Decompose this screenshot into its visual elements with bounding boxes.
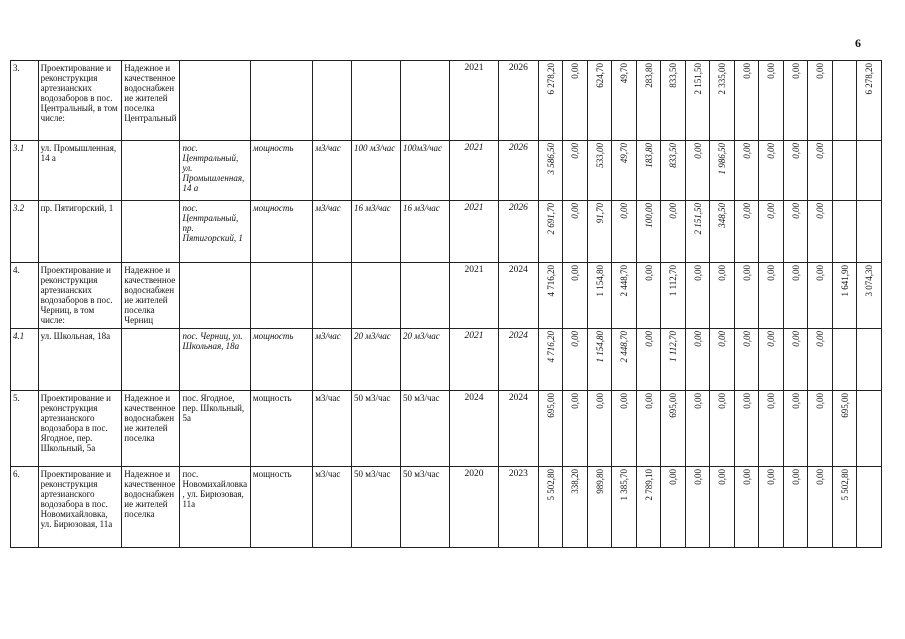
funding-value: 0,00: [790, 393, 801, 409]
funding-value: 624,70: [594, 63, 605, 88]
funding-cell: [808, 141, 833, 201]
row-number: 4.1: [11, 329, 39, 391]
funding-cell: [759, 201, 784, 263]
funding-cell: [832, 141, 857, 201]
funding-value: 4 716,20: [545, 331, 556, 363]
end-year-cell: 2024: [499, 329, 539, 391]
funding-cell: [563, 467, 588, 548]
row-number: 3.1: [11, 141, 39, 201]
funding-value: 1 112,70: [668, 265, 679, 297]
unit-cell: [313, 263, 352, 329]
funding-value: 2 335,00: [717, 63, 728, 95]
row-number: 4.: [11, 263, 39, 329]
funding-cell: [636, 263, 661, 329]
funding-cell: [685, 201, 710, 263]
funding-value: 0,00: [815, 265, 826, 281]
funding-cell: [661, 263, 686, 329]
start-year-cell: 2021: [450, 263, 499, 329]
funding-cell: [710, 263, 735, 329]
value-after-cell: 16 м3/час: [401, 201, 450, 263]
funding-value: 49,70: [619, 63, 630, 84]
funding-cell: [710, 201, 735, 263]
funding-value: 91,70: [594, 203, 605, 224]
funding-cell: [538, 263, 563, 329]
funding-cell: [661, 391, 686, 467]
address-cell: пос. Ягодное, пер. Школьный, 5а: [180, 391, 250, 467]
address-cell: пос. Центральный, пр. Пятигорский, 1: [180, 201, 250, 263]
funding-value: 5 502,80: [839, 469, 850, 501]
funding-cell: [612, 201, 637, 263]
value-before-cell: 20 м3/час: [352, 329, 401, 391]
table-row: [11, 61, 882, 141]
value-after-cell: [401, 61, 450, 141]
funding-value: 0,00: [692, 143, 703, 159]
end-year-cell: 2024: [499, 263, 539, 329]
value-after-cell: [401, 263, 450, 329]
funding-cell: [612, 61, 637, 141]
table-row: [11, 201, 882, 263]
end-year-cell: 2024: [499, 391, 539, 467]
funding-value: 1 154,80: [594, 331, 605, 363]
funding-cell: [612, 141, 637, 201]
funding-value: 0,00: [815, 393, 826, 409]
funding-value: 0,00: [741, 393, 752, 409]
value-before-cell: 16 м3/час: [352, 201, 401, 263]
funding-value: 0,00: [570, 203, 581, 219]
funding-value: 0,00: [741, 265, 752, 281]
funding-value: 0,00: [815, 331, 826, 347]
funding-value: 0,00: [815, 63, 826, 79]
funding-value: 0,00: [790, 203, 801, 219]
funding-value: 0,00: [741, 203, 752, 219]
funding-value: 0,00: [692, 331, 703, 347]
funding-cell: [636, 329, 661, 391]
funding-cell: [636, 201, 661, 263]
funding-value: 4 716,20: [545, 265, 556, 297]
value-after-cell: 20 м3/час: [401, 329, 450, 391]
funding-cell: [734, 391, 759, 467]
row-number: 5.: [11, 391, 39, 467]
funding-value: 0,00: [692, 265, 703, 281]
funding-value: 2 151,50: [692, 63, 703, 95]
address-cell: [180, 263, 250, 329]
goal-cell: [122, 201, 180, 263]
funding-value: 2 789,10: [643, 469, 654, 501]
funding-value: 6 278,20: [545, 63, 556, 95]
funding-cell: [832, 61, 857, 141]
indicator-cell: мощность: [250, 329, 312, 391]
funding-value: 1 986,50: [717, 143, 728, 175]
indicator-cell: мощность: [250, 391, 312, 467]
funding-cell: [563, 329, 588, 391]
address-cell: [180, 61, 250, 141]
funding-cell: [857, 467, 882, 548]
funding-cell: [734, 263, 759, 329]
funding-cell: [685, 61, 710, 141]
page-number: 6: [855, 36, 861, 50]
funding-cell: [587, 467, 612, 548]
funding-value: 989,80: [594, 469, 605, 494]
funding-cell: [538, 391, 563, 467]
funding-cell: [734, 201, 759, 263]
funding-value: 3 074,30: [864, 265, 875, 297]
funding-value: 0,00: [643, 393, 654, 409]
funding-cell: [636, 61, 661, 141]
funding-value: 2 691,70: [545, 203, 556, 235]
funding-cell: [808, 61, 833, 141]
unit-cell: м3/час: [313, 141, 352, 201]
funding-cell: [612, 467, 637, 548]
funding-value: 2 448,70: [619, 265, 630, 297]
row-number: 6.: [11, 467, 39, 548]
funding-cell: [832, 391, 857, 467]
funding-value: 0,00: [766, 63, 777, 79]
indicator-cell: [250, 263, 312, 329]
funding-value: 183,80: [643, 143, 654, 168]
object-name: Проектирование и реконструкция артезианских водозаборов в пос. Черниц, в том числе:: [38, 263, 122, 329]
funding-value: 49,70: [619, 143, 630, 164]
funding-cell: [734, 61, 759, 141]
funding-cell: [759, 61, 784, 141]
table-row: [11, 391, 882, 467]
funding-value: 5 502,80: [545, 469, 556, 501]
indicator-cell: мощность: [250, 141, 312, 201]
funding-value: 0,00: [570, 143, 581, 159]
funding-value: 0,00: [570, 331, 581, 347]
funding-cell: [783, 141, 808, 201]
funding-cell: [710, 329, 735, 391]
funding-cell: [661, 329, 686, 391]
unit-cell: м3/час: [313, 391, 352, 467]
funding-cell: [710, 141, 735, 201]
funding-value: 1 641,90: [839, 265, 850, 297]
object-name: Проектирование и реконструкция артезианских водозаборов в пос. Центральный, в том числе:: [38, 61, 122, 141]
funding-cell: [783, 201, 808, 263]
end-year-cell: 2023: [499, 467, 539, 548]
funding-cell: [783, 329, 808, 391]
funding-value: 0,00: [790, 143, 801, 159]
funding-cell: [685, 467, 710, 548]
funding-cell: [661, 61, 686, 141]
funding-cell: [563, 201, 588, 263]
funding-value: 0,00: [790, 265, 801, 281]
funding-value: 0,00: [692, 469, 703, 485]
indicator-cell: мощность: [250, 201, 312, 263]
funding-cell: [857, 263, 882, 329]
funding-cell: [710, 61, 735, 141]
unit-cell: [313, 61, 352, 141]
funding-cell: [636, 141, 661, 201]
unit-cell: м3/час: [313, 201, 352, 263]
funding-cell: [587, 263, 612, 329]
funding-cell: [832, 329, 857, 391]
funding-value: 2 151,50: [692, 203, 703, 235]
table-row: [11, 141, 882, 201]
value-before-cell: 50 м3/час: [352, 391, 401, 467]
indicator-cell: [250, 61, 312, 141]
funding-value: 0,00: [643, 331, 654, 347]
funding-cell: [783, 467, 808, 548]
funding-cell: [734, 467, 759, 548]
start-year-cell: 2021: [450, 201, 499, 263]
funding-value: 0,00: [668, 203, 679, 219]
address-cell: пос. Новомихайловка, ул. Бирюзовая, 11а: [180, 467, 250, 548]
funding-cell: [832, 201, 857, 263]
table-row: [11, 263, 882, 329]
end-year-cell: 2026: [499, 141, 539, 201]
funding-cell: [538, 61, 563, 141]
funding-cell: [857, 61, 882, 141]
funding-value: 0,00: [717, 265, 728, 281]
funding-cell: [832, 263, 857, 329]
object-name: пр. Пятигорский, 1: [38, 201, 122, 263]
funding-cell: [783, 61, 808, 141]
goal-cell: Надежное и качественное водоснабжение жителей поселка: [122, 467, 180, 548]
funding-value: 0,00: [766, 331, 777, 347]
end-year-cell: 2026: [499, 201, 539, 263]
object-name: Проектирование и реконструкция артезианского водозабора в пос. Ягодное, пер. Школьный, 5а: [38, 391, 122, 467]
goal-cell: Надежное и качественное водоснабжение жителей поселка Черниц: [122, 263, 180, 329]
funding-cell: [685, 141, 710, 201]
value-after-cell: 50 м3/час: [401, 467, 450, 548]
funding-value: 0,00: [570, 265, 581, 281]
funding-cell: [538, 467, 563, 548]
funding-cell: [538, 329, 563, 391]
start-year-cell: 2021: [450, 329, 499, 391]
funding-cell: [563, 263, 588, 329]
funding-cell: [808, 467, 833, 548]
funding-cell: [661, 467, 686, 548]
funding-value: 1 154,80: [594, 265, 605, 297]
funding-value: 0,00: [766, 469, 777, 485]
unit-cell: м3/час: [313, 467, 352, 548]
funding-value: 0,00: [668, 469, 679, 485]
funding-value: 1 112,70: [668, 331, 679, 362]
value-before-cell: [352, 61, 401, 141]
funding-cell: [759, 141, 784, 201]
funding-value: 695,00: [545, 393, 556, 418]
funding-value: 533,00: [594, 143, 605, 168]
funding-value: 0,00: [766, 203, 777, 219]
goal-cell: Надежное и качественное водоснабжение жителей поселка: [122, 391, 180, 467]
funding-cell: [587, 391, 612, 467]
funding-value: 833,50: [668, 143, 679, 168]
address-cell: пос. Центральный, ул. Промышленная, 14 а: [180, 141, 250, 201]
funding-value: 0,00: [570, 393, 581, 409]
funding-value: 283,80: [643, 63, 654, 88]
value-after-cell: 100м3/час: [401, 141, 450, 201]
funding-cell: [857, 329, 882, 391]
object-name: ул. Школьная, 18а: [38, 329, 122, 391]
row-number: 3.2: [11, 201, 39, 263]
funding-cell: [857, 141, 882, 201]
indicator-cell: мощность: [250, 467, 312, 548]
funding-cell: [587, 61, 612, 141]
funding-cell: [636, 391, 661, 467]
funding-cell: [808, 329, 833, 391]
funding-cell: [563, 141, 588, 201]
funding-value: 0,00: [790, 469, 801, 485]
funding-cell: [612, 329, 637, 391]
funding-value: 0,00: [692, 393, 703, 409]
funding-value: 833,50: [668, 63, 679, 88]
funding-cell: [734, 329, 759, 391]
funding-cell: [857, 201, 882, 263]
start-year-cell: 2021: [450, 141, 499, 201]
funding-value: 0,00: [766, 265, 777, 281]
funding-cell: [710, 467, 735, 548]
funding-value: 695,00: [839, 393, 850, 418]
funding-value: 0,00: [643, 265, 654, 281]
funding-value: 0,00: [619, 203, 630, 219]
start-year-cell: 2021: [450, 61, 499, 141]
funding-cell: [808, 263, 833, 329]
funding-value: 0,00: [741, 143, 752, 159]
funding-cell: [759, 263, 784, 329]
funding-value: 0,00: [790, 63, 801, 79]
address-cell: пос. Черниц, ул. Школьная, 18а: [180, 329, 250, 391]
funding-cell: [759, 391, 784, 467]
object-name: Проектирование и реконструкция артезианского водозабора в пос. Новомихайловка, ул. Бирюзовая, 11а: [38, 467, 122, 548]
funding-value: 0,00: [766, 393, 777, 409]
funding-cell: [808, 391, 833, 467]
funding-value: 695,00: [668, 393, 679, 418]
funding-cell: [808, 201, 833, 263]
funding-value: 0,00: [570, 63, 581, 79]
funding-cell: [734, 141, 759, 201]
funding-value: 0,00: [741, 469, 752, 485]
row-number: 3.: [11, 61, 39, 141]
funding-cell: [587, 329, 612, 391]
funding-value: 338,20: [570, 469, 581, 494]
funding-value: 3 586,50: [545, 143, 556, 175]
funding-value: 0,00: [594, 393, 605, 409]
funding-value: 348,50: [717, 203, 728, 228]
funding-value: 0,00: [717, 331, 728, 347]
funding-cell: [685, 391, 710, 467]
investment-table: [10, 60, 882, 548]
funding-cell: [685, 329, 710, 391]
start-year-cell: 2020: [450, 467, 499, 548]
object-name: ул. Промышленная, 14 а: [38, 141, 122, 201]
funding-cell: [538, 141, 563, 201]
funding-cell: [661, 141, 686, 201]
funding-value: 0,00: [717, 469, 728, 485]
funding-cell: [538, 201, 563, 263]
value-before-cell: 100 м3/час: [352, 141, 401, 201]
value-before-cell: 50 м3/час: [352, 467, 401, 548]
start-year-cell: 2024: [450, 391, 499, 467]
funding-value: 0,00: [815, 143, 826, 159]
funding-cell: [612, 263, 637, 329]
funding-cell: [759, 329, 784, 391]
funding-cell: [587, 141, 612, 201]
funding-value: 0,00: [741, 63, 752, 79]
funding-cell: [661, 201, 686, 263]
funding-cell: [710, 391, 735, 467]
funding-value: 0,00: [790, 331, 801, 347]
goal-cell: [122, 329, 180, 391]
funding-value: 0,00: [815, 469, 826, 485]
value-before-cell: [352, 263, 401, 329]
funding-value: 0,00: [741, 331, 752, 347]
funding-cell: [783, 263, 808, 329]
funding-cell: [563, 391, 588, 467]
funding-value: 0,00: [766, 143, 777, 159]
funding-cell: [857, 391, 882, 467]
funding-value: 0,00: [619, 393, 630, 409]
funding-cell: [563, 61, 588, 141]
goal-cell: Надежное и качественное водоснабжение жителей поселка Центральный: [122, 61, 180, 141]
funding-cell: [685, 263, 710, 329]
funding-value: 0,00: [717, 393, 728, 409]
funding-cell: [636, 467, 661, 548]
table-row: [11, 329, 882, 391]
funding-value: 2 448,70: [619, 331, 630, 363]
funding-cell: [832, 467, 857, 548]
funding-value: 1 385,70: [619, 469, 630, 501]
funding-value: 0,00: [815, 203, 826, 219]
funding-cell: [759, 467, 784, 548]
funding-cell: [587, 201, 612, 263]
table-row: [11, 467, 882, 548]
goal-cell: [122, 141, 180, 201]
funding-cell: [612, 391, 637, 467]
unit-cell: м3/час: [313, 329, 352, 391]
funding-value: 100,00: [643, 203, 654, 228]
funding-cell: [783, 391, 808, 467]
funding-value: 6 278,20: [864, 63, 875, 95]
value-after-cell: 50 м3/час: [401, 391, 450, 467]
end-year-cell: 2026: [499, 61, 539, 141]
